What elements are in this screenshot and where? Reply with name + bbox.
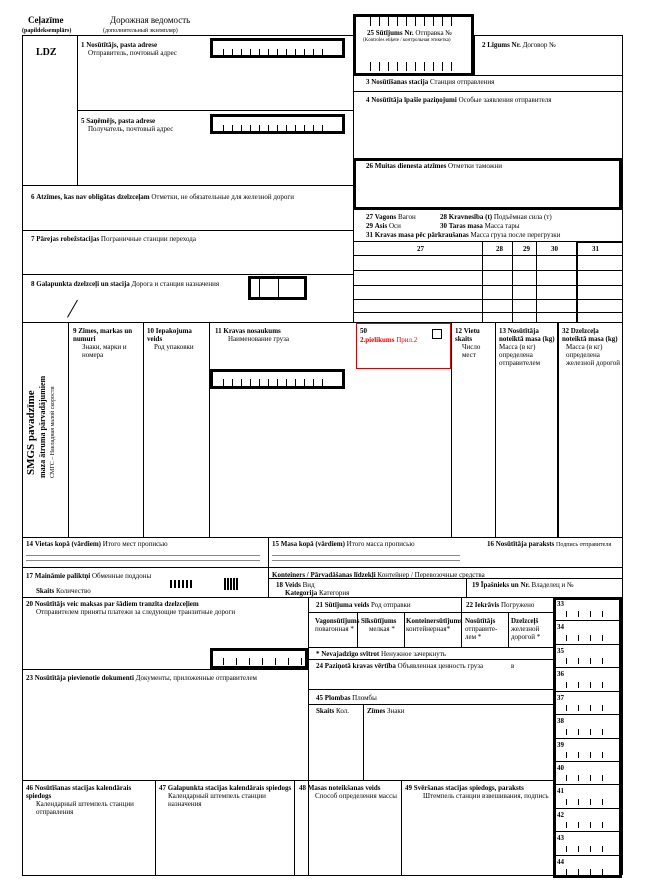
f20-code-box[interactable] [210, 648, 308, 669]
line-578 [268, 578, 622, 579]
frame-bottom [22, 875, 622, 876]
div-46-47 [155, 780, 156, 875]
f24-label: 24 Paziņotā kravas vērtība Объявленная ценность груза [316, 662, 484, 670]
pallet-icon [170, 580, 194, 588]
nevajadzigo: * Nevajadzīgo svītrot Ненужное зачеркнуть [316, 650, 446, 658]
right-row-num: 40 [557, 763, 564, 772]
f14-label: 14 Vietas kopā (vārdiem) Итого мест прописью [26, 540, 168, 548]
line-597 [22, 597, 622, 598]
tbl-r4 [353, 299, 622, 300]
side-maza: maza ātruma pārvadājumiem [38, 375, 47, 478]
f45-zimes: Zīmes Знаки [367, 707, 405, 715]
f1-ru: Отправитель, почтовый адрес [88, 49, 177, 57]
right-row-divider [553, 620, 622, 621]
line-274 [22, 274, 353, 275]
f45-skaits: Skaits Кол. [316, 707, 350, 715]
f17-skaits: Skaits Количество [36, 587, 91, 595]
f9-ru: Знаки, марки и номера [82, 343, 127, 359]
div-st2 [404, 612, 405, 647]
f8-code-box[interactable] [248, 276, 307, 300]
f24-b: в [511, 662, 515, 670]
line-704 [308, 704, 553, 705]
div-11-12 [451, 322, 452, 537]
header-dorozh: Дорожная ведомость [110, 15, 191, 25]
right-row-divider [553, 784, 622, 785]
sut-type-0-ru: повагонная * [315, 625, 354, 633]
f10-label: 10 Iepakojuma veids [147, 327, 192, 343]
div-45 [363, 704, 364, 780]
line-185 [22, 185, 353, 186]
sut-type-2: Konteinersūtījums [406, 617, 462, 625]
iek-opt-1: Dzelzceļš [511, 617, 539, 625]
tbl-v2 [512, 241, 513, 322]
header-dop: (дополнительный экземпляр) [103, 28, 178, 34]
f25-box[interactable] [353, 14, 474, 76]
f49-ru: Штемпель станции взвешивания, подпись [423, 792, 549, 800]
f15-line1 [272, 555, 460, 556]
tbl-r5 [353, 312, 622, 313]
f4-label: 4 Nosūtītāja īpašie paziņojumi Особые заявления отправителя [366, 96, 552, 104]
right-row-ticks[interactable] [566, 682, 614, 688]
f11-ru: Наименование груза [228, 335, 290, 343]
f21-label: 21 Sūtījuma veids Род отправки [316, 601, 411, 609]
right-row-ticks[interactable] [566, 822, 614, 828]
f3-label: 3 Nosūtīšanas stacija Станция отправления [366, 78, 495, 86]
line-567 [22, 567, 622, 568]
tbl-r3 [353, 285, 622, 286]
f11-code-box[interactable] [210, 369, 345, 389]
f18-kat: Kategorija Категория [285, 589, 350, 597]
line-110 [77, 110, 353, 111]
f13-label: 13 Nosūtītāja noteiktā masa (kg) [499, 327, 555, 343]
div-12-13 [495, 322, 496, 537]
f50-num: 50 [360, 327, 367, 335]
f26-label: 26 Muitas dienesta atzīmes Отметки таможни [366, 162, 502, 170]
f46-label: 46 Nosūtīšanas stacijas kalendārais spiedogs [26, 784, 132, 800]
diag-mark [67, 300, 78, 318]
tbl-v1 [482, 241, 483, 322]
right-row-ticks[interactable] [566, 752, 614, 758]
div-47-48 [294, 780, 295, 875]
right-row-divider [553, 808, 622, 809]
sut-type-0: Vagonsūtījums [315, 617, 360, 625]
sut-type-2-ru: контейнерная* [406, 625, 451, 633]
sut-type-1-ru: мелкая * [369, 625, 395, 633]
right-row-num: 41 [557, 787, 564, 796]
f20-ru: Отправителем приняты платежи за следующие транзитные дороги [36, 608, 236, 616]
f6-label: 6 Atzīmes, kas nav obligātas dzelzceļam Отметки, не обязательные для железной дороги [31, 193, 295, 201]
f47-label: 47 Galapunkta stacijas kalendārais spiedogs [159, 784, 292, 792]
f15-line2 [272, 560, 460, 561]
f50-checkbox[interactable] [432, 329, 442, 339]
div-13-32 [557, 322, 559, 537]
div-f2 [474, 35, 475, 75]
right-row-ticks[interactable] [566, 799, 614, 805]
container-icon [224, 578, 238, 590]
f14-line1 [26, 555, 260, 556]
right-row-divider [553, 761, 622, 762]
line-230 [22, 230, 353, 231]
right-row-divider [553, 644, 622, 645]
f30-label: 30 Taras masa Масса тары [440, 222, 520, 230]
f12-label: 12 Vietu skaits [455, 327, 480, 343]
right-row-ticks[interactable] [566, 775, 614, 781]
right-row-num: 37 [557, 693, 564, 702]
right-row-num: 43 [557, 834, 564, 843]
f46-ru: Календарный штемпель станции отправления [36, 800, 134, 816]
right-row-num: 38 [557, 717, 564, 726]
line-647 [308, 647, 553, 648]
line-537 [22, 537, 622, 538]
col-30: 30 [551, 245, 558, 253]
f13-ru: Масса (в кг) определена отправителем [499, 343, 541, 367]
frame-right [622, 35, 623, 875]
f47-ru: Календарный штемпель станции назначения [168, 792, 266, 808]
f49-label: 49 Svēršanas stacijas spiedogs, paraksts [405, 784, 524, 792]
col-28: 28 [496, 245, 503, 253]
f8-label: 8 Galapunkta dzelzceļi un stacija Дорога и станция назначения [31, 280, 220, 288]
f1-code-box[interactable] [210, 38, 345, 58]
line-780 [22, 780, 553, 781]
div-mid-2 [353, 210, 354, 322]
f48-ru: Способ определения массы [315, 792, 397, 800]
f1-label: 1 Nosūtītājs, pasta adrese [81, 41, 158, 49]
f9-label: 9 Zīmes, markas un numuri [73, 327, 133, 343]
f27-label: 27 Vagons Вагон [366, 213, 416, 221]
frame-left [22, 35, 23, 875]
col-27: 27 [417, 245, 424, 253]
f14-line2 [26, 560, 260, 561]
ldz-logo: LDZ [36, 47, 57, 58]
f5-ru: Получатель, почтовый адрес [88, 125, 174, 133]
right-row-num: 44 [557, 857, 564, 866]
right-row-divider [553, 831, 622, 832]
right-row-num: 39 [557, 740, 564, 749]
line-322 [22, 322, 622, 323]
f25-label: 25 Sūtījums Nr. Отправка № [367, 29, 452, 37]
f5-code-box[interactable] [210, 114, 345, 134]
f16-label: 16 Nosūtītāja paraksts Подпись отправителя [487, 540, 612, 548]
right-row-num: 42 [557, 810, 564, 819]
iek-opt-0-ru: отправите-лем * [465, 625, 498, 641]
right-row-divider [553, 691, 622, 692]
line-689 [308, 689, 553, 690]
div-48-49 [401, 780, 402, 875]
div-18-19 [466, 578, 467, 597]
tbl-r2 [353, 270, 622, 271]
right-row-ticks[interactable] [566, 635, 614, 641]
side-ru: СМГС – Накладная малой скорости [50, 386, 56, 478]
right-row-ticks[interactable] [566, 611, 614, 617]
div-mid-lower [308, 597, 309, 875]
frame-top-right [474, 35, 622, 36]
frame-top [22, 35, 353, 36]
f28-label: 28 Kravnesība (t) Подъёмная сила (т) [440, 213, 552, 221]
f50-label: 2.pielikums Прил.2 [360, 336, 418, 344]
div-st3 [508, 612, 509, 647]
div-14-15 [268, 537, 269, 567]
col-29: 29 [523, 245, 530, 253]
line-669 [22, 669, 308, 670]
sut-type-1: Sīksūtījums [361, 617, 397, 625]
f32-ru: Масса (в кг) определена железной дорогой [566, 343, 621, 367]
div-10-11 [209, 322, 210, 537]
right-row-ticks[interactable] [566, 846, 614, 852]
col-31: 31 [592, 245, 599, 253]
f18-label: 18 Veids Вид [276, 581, 315, 589]
right-row-divider [553, 714, 622, 715]
tbl-v3 [536, 241, 537, 322]
f29-label: 29 Asis Оси [366, 222, 401, 230]
tbl-r1 [353, 255, 622, 256]
side-smgs: SMGS pavadzīme [25, 390, 37, 475]
right-row-ticks[interactable] [566, 869, 614, 875]
f32-label: 32 Dzelzceļa noteiktā masa (kg) [562, 327, 618, 343]
f20-label: 20 Nosūtītājs veic maksas par šādiem tranzīta dzelzceļiem [26, 600, 199, 608]
right-row-divider [553, 855, 622, 856]
line-75 [353, 75, 622, 76]
right-row-ticks[interactable] [566, 729, 614, 735]
tbl-v4 [576, 241, 578, 322]
right-row-ticks[interactable] [566, 658, 614, 664]
f10-ru: Род упаковки [154, 343, 194, 351]
f17-label: 17 Maināmie paliktņi Обменные поддоны [26, 572, 152, 580]
f15-label: 15 Masa kopā (vārdiem) Итого масса прописью [272, 540, 415, 548]
f22-label: 22 Iekrāvis Погружено [466, 601, 535, 609]
f19-label: 19 Īpašnieks un Nr. Владелец и № [472, 581, 574, 589]
div-side [68, 322, 69, 537]
f12-ru: Число мест [462, 343, 481, 359]
iek-opt-0: Nosūtītājs [465, 617, 496, 625]
right-row-num: 36 [557, 670, 564, 679]
line-612 [308, 612, 553, 613]
f45-label: 45 Plombas Пломбы [316, 694, 377, 702]
right-row-num: 33 [557, 600, 564, 608]
f11-label: 11 Kravas nosaukums [215, 327, 281, 335]
div-17-18 [268, 567, 269, 597]
header-papil: (papildeksemplārs) [22, 28, 72, 34]
tbl-h31 [576, 241, 622, 243]
konteiners-label: Konteiners / Pārvadāšanas līdzekļi Контейнер / Перевозочные средства [272, 571, 485, 579]
f2-label: 2 Līgums Nr. Договор № [482, 41, 556, 49]
f48-label: 48 Masas noteikšanas veids [299, 784, 381, 792]
div-9-10 [143, 322, 144, 537]
right-row-num: 34 [557, 623, 564, 632]
iek-opt-1-ru: железной дорогой * [511, 625, 541, 641]
f31-label: 31 Kravas masa pēc pārkraušanas Масса груза после перегрузки [366, 231, 561, 239]
f23-label: 23 Nosūtītāja pievienotie dokumenti Документы, приложенные отправителем [26, 674, 257, 682]
f25-sub: (Kontroles etiķete / контрольная этикетка) [363, 38, 451, 43]
f5-label: 5 Saņēmējs, pasta adrese [81, 117, 156, 125]
right-row-ticks[interactable] [566, 705, 614, 711]
right-row-divider [553, 667, 622, 668]
header-celazime: Ceļazīme [28, 15, 64, 25]
line-659 [308, 659, 553, 660]
right-row-num: 35 [557, 646, 564, 655]
f7-label: 7 Pārejas robežstacijas Пограничные станции перехода [31, 235, 196, 243]
right-row-divider [553, 738, 622, 739]
line-91 [353, 91, 622, 92]
